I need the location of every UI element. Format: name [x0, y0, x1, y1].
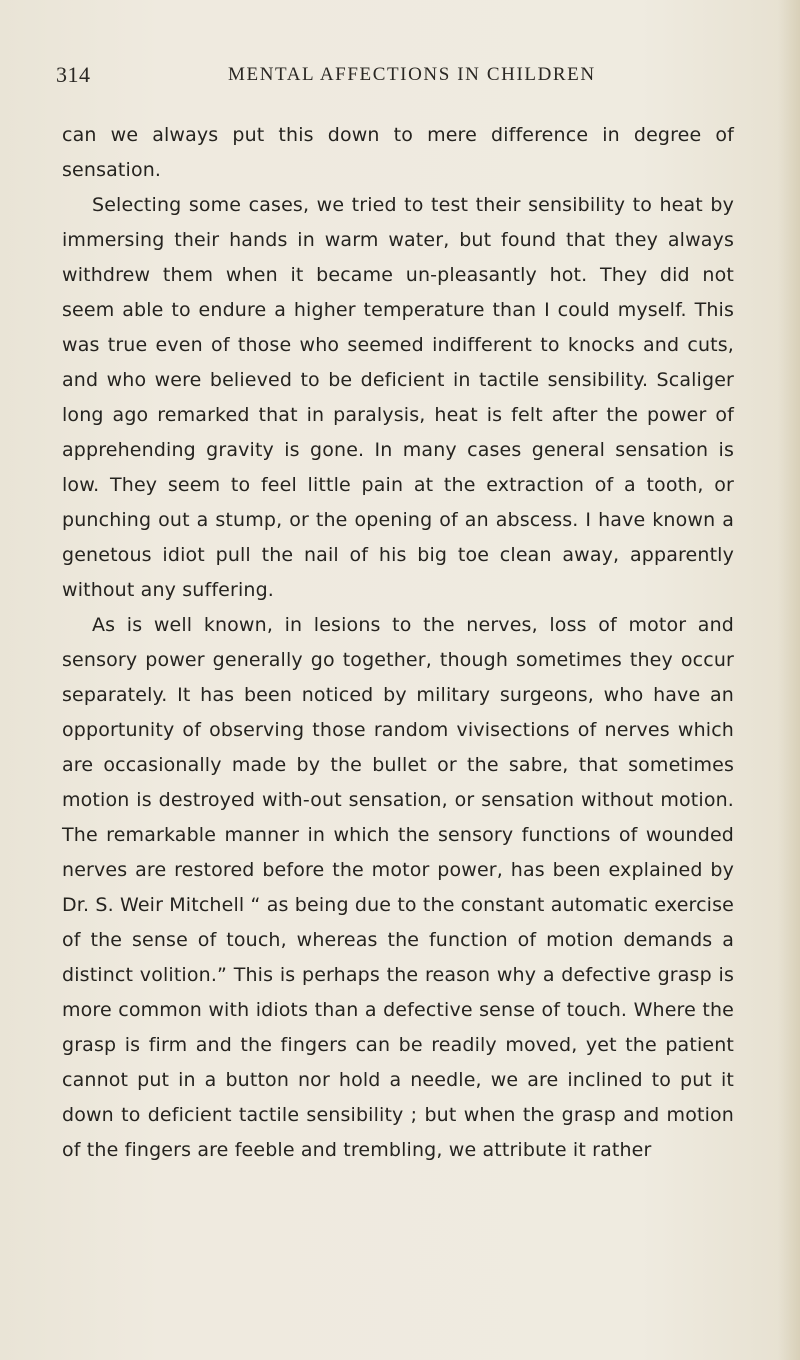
body-text	[62, 118, 734, 1168]
page-header	[56, 62, 740, 96]
paragraph-continuation: can we always put this down to mere difference in degree of sensation.	[62, 124, 734, 181]
page-number: 314	[56, 62, 91, 87]
running-head: MENTAL AFFECTIONS IN CHILDREN	[228, 64, 596, 85]
paragraph-lesions-to-nerves: As is well known, in lesions to the nerves, loss of motor and sensory power generally go together, though sometimes they occur separately. It has been noticed by military surgeons, who have an opportunity of observing those random vivisections of nerves which are occasionally made by the bullet or the sabre, that sometimes motion is destroyed with-out sensation, or sensation without motion. The remarkable manner in which the sensory functions of wounded nerves are restored before the motor power, has been explained by Dr. S. Weir Mitchell “ as being due to the constant automatic exercise of the sense of touch, whereas the function of motion demands a distinct volition.” This is perhaps the reason why a defective grasp is more common with idiots than a defective sense of touch. Where the grasp is firm and the fingers can be readily moved, yet the patient cannot put in a button nor hold a needle, we are inclined to put it down to deficient tactile sensibility ; but when the grasp and motion of the fingers are feeble and trembling, we attribute it rather	[62, 614, 734, 1161]
paragraph-sensibility-to-heat: Selecting some cases, we tried to test their sensibility to heat by immersing their hands in warm water, but found that they always withdrew them when it became un-pleasantly hot. They did not seem able to endure a higher temperature than I could myself. This was true even of those who seemed indifferent to knocks and cuts, and who were believed to be deficient in tactile sensibility. Scaliger long ago remarked that in paralysis, heat is felt after the power of apprehending gravity is gone. In many cases general sensation is low. They seem to feel little pain at the extraction of a tooth, or punching out a stump, or the opening of an abscess. I have known a genetous idiot pull the nail of his big toe clean away, apparently without any suffering.	[62, 194, 734, 601]
